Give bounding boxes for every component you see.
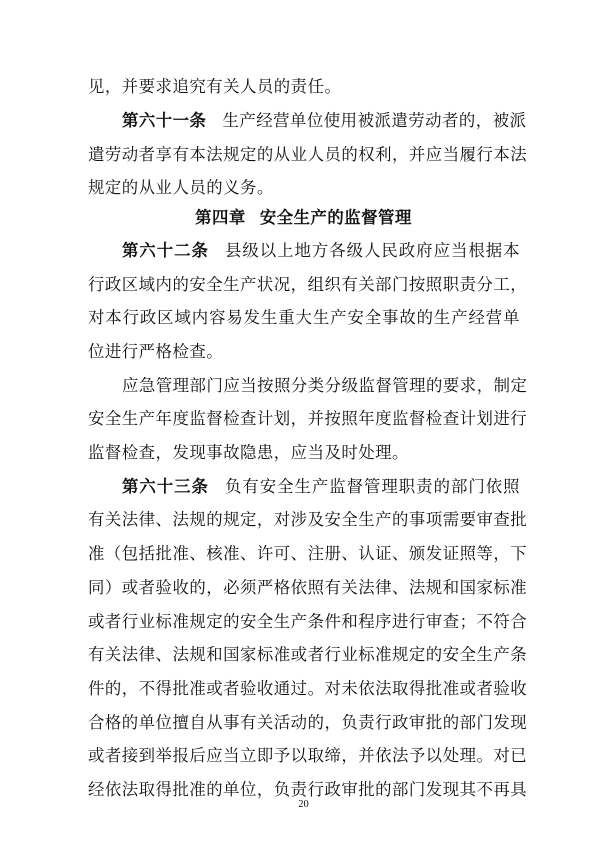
text-line: 位进行严格检查。 (88, 342, 224, 361)
text-line: 经依法取得批准的单位，负责行政审批的部门发现其不再具 (88, 780, 528, 799)
article-text: 负有安全生产监督管理职责的部门依照 (224, 477, 521, 496)
chapter-title: 安全生产的监督管理 (259, 208, 412, 227)
article-62-line (122, 241, 520, 261)
text-line: 或者接到举报后应当立即予以取缔，并依法予以处理。对已 (88, 746, 528, 765)
article-text: 生产经营单位使用被派遣劳动者的，被派 (222, 111, 527, 130)
article-number: 第六十三条 (122, 477, 209, 496)
article-number: 第六十一条 (122, 111, 207, 130)
article-number: 第六十二条 (122, 241, 209, 260)
text-line: 对本行政区域内容易发生重大生产安全事故的生产经营单 (88, 308, 520, 327)
page-number: 20 (298, 799, 309, 810)
text-line: 规定的从业人员的义务。 (88, 178, 274, 197)
text-line: 有关法律、法规的规定，对涉及安全生产的事项需要审查批 (88, 510, 528, 529)
article-61-line (122, 111, 527, 131)
article-text: 县级以上地方各级人民政府应当根据本 (224, 241, 521, 260)
article-63-line (122, 477, 520, 497)
text-line: 有关法律、法规和国家标准或者行业标准规定的安全生产条 (88, 645, 528, 664)
text-line: 件的，不得批准或者验收通过。对未依法取得批准或者验收 (88, 679, 528, 698)
text-line: 安全生产年度监督检查计划，并按照年度监督检查计划进行 (88, 409, 528, 428)
text-line: 准（包括批准、核准、许可、注册、认证、颁发证照等，下 (88, 544, 528, 563)
text-line: 见，并要求追究有关人员的责任。 (88, 77, 342, 96)
chapter-number: 第四章 (195, 208, 246, 227)
text-line: 行政区域内的安全生产状况，组织有关部门按照职责分工， (88, 275, 528, 294)
chapter-heading (0, 208, 607, 228)
text-line: 同）或者验收的，必须严格依照有关法律、法规和国家标准 (88, 578, 528, 597)
text-line: 监督检查，发现事故隐患，应当及时处理。 (88, 443, 409, 462)
text-line: 遣劳动者享有本法规定的从业人员的权利，并应当履行本法 (88, 145, 528, 164)
text-line: 应急管理部门应当按照分类分级监督管理的要求，制定 (122, 376, 528, 395)
text-line: 或者行业标准规定的安全生产条件和程序进行审查；不符合 (88, 612, 528, 631)
text-line: 合格的单位擅自从事有关活动的，负责行政审批的部门发现 (88, 713, 528, 732)
